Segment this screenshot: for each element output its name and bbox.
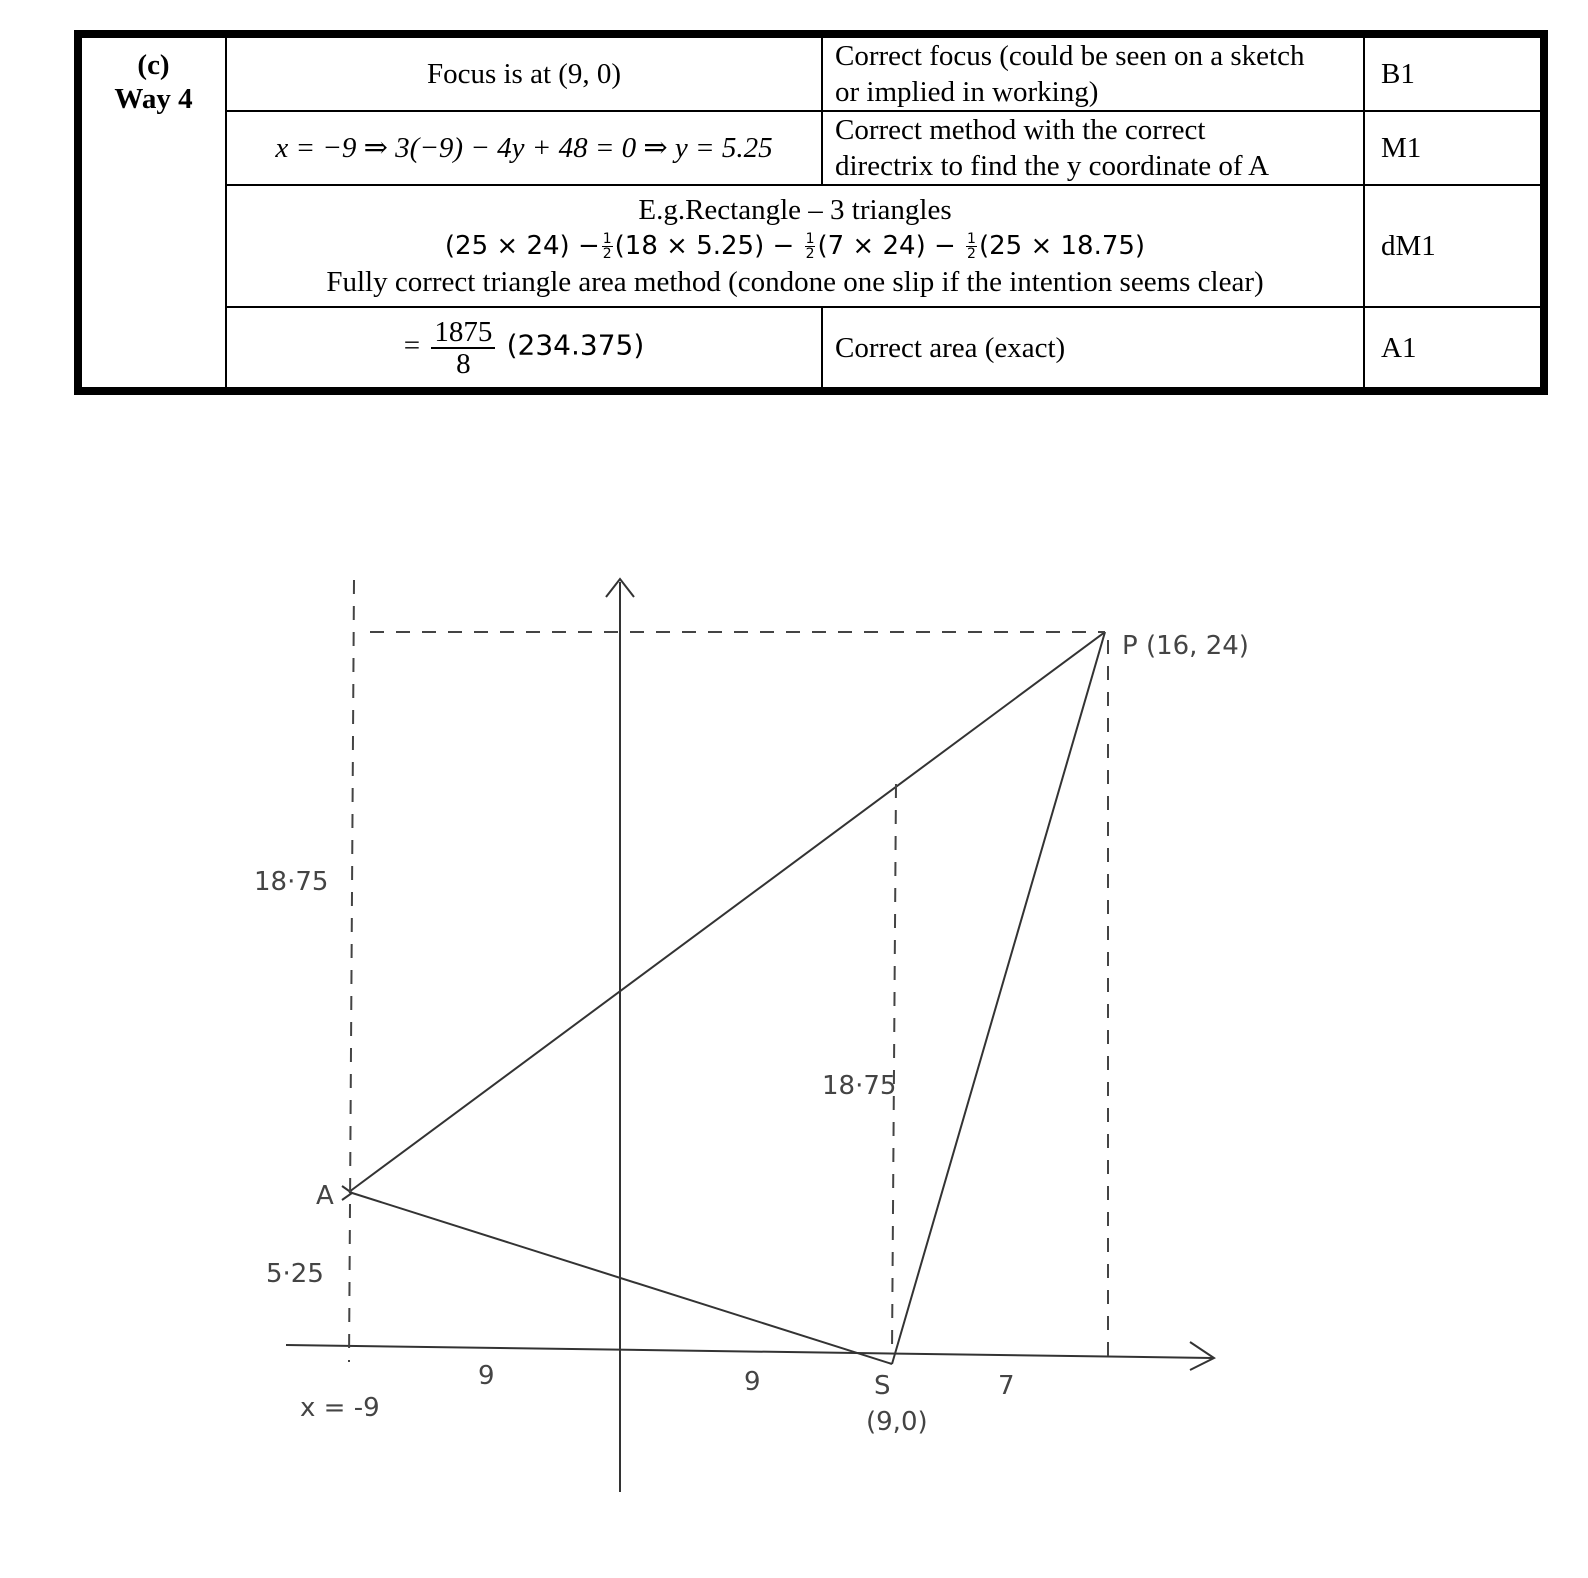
half-fraction: $\frac{1}{2}$ (602, 231, 612, 262)
label-s-coords: (9,0) (866, 1407, 928, 1437)
guidance-cell: Correct area (exact) (822, 307, 1364, 391)
label-p: P (16, 24) (1122, 631, 1249, 661)
label-1875-left: 18·75 (254, 867, 329, 897)
working-cell: x = −9 ⇒ 3(−9) − 4y + 48 = 0 ⇒ y = 5.25 (226, 111, 822, 185)
label-525: 5·25 (266, 1259, 324, 1289)
area-fraction: $\frac{1875}{8}$ (431, 317, 495, 379)
label-seg-1: 9 (478, 1361, 495, 1391)
method-label: Way 4 (114, 83, 193, 115)
area-expression: (25 × 24) − $\frac{1}{2}$ (18 × 5.25) − $\frac{1}{2}$ (7 × 24) − $\frac{1}{2}$ (25 × 18.75) (444, 231, 1146, 262)
label-seg-2: 9 (744, 1367, 761, 1397)
label-seg-3: 7 (998, 1371, 1015, 1401)
guidance-cell: Correct method with the correct directrix to find the y coordinate of A (822, 111, 1364, 185)
part-label: (c) (137, 49, 170, 81)
mark-cell: dM1 (1364, 185, 1544, 307)
label-1875-mid: 18·75 (822, 1071, 897, 1101)
working-cell: Focus is at (9, 0) (226, 34, 822, 111)
mark-cell: B1 (1364, 34, 1544, 111)
working-cell: = $\frac{1875}{8}$ (234.375) (226, 307, 822, 391)
x-axis (286, 1345, 1212, 1358)
label-a: A (316, 1181, 334, 1211)
guidance-cell: Correct focus (could be seen on a sketch or implied in working) (822, 34, 1364, 111)
half-fraction: $\frac{1}{2}$ (967, 231, 976, 262)
side-sp (892, 632, 1105, 1364)
method-cell: E.g.Rectangle – 3 triangles (25 × 24) − $\frac{1}{2}$ (18 × 5.25) − $\frac{1}{2}$ (7 × 24) − $\frac{1}{2}$ (25 × 18.75) Fully correct triangle area method (condone one slip if the intention seems clear) (226, 185, 1364, 307)
half-fraction: $\frac{1}{2}$ (805, 231, 815, 262)
mark-cell: A1 (1364, 307, 1544, 391)
side-ap (349, 632, 1105, 1192)
label-directrix: x = -9 (300, 1393, 380, 1423)
directrix-line (349, 580, 354, 1362)
mark-cell: M1 (1364, 111, 1544, 185)
label-s: S (874, 1371, 891, 1401)
x-axis-arrow (1190, 1342, 1214, 1370)
mid-dashed-line (892, 784, 896, 1352)
